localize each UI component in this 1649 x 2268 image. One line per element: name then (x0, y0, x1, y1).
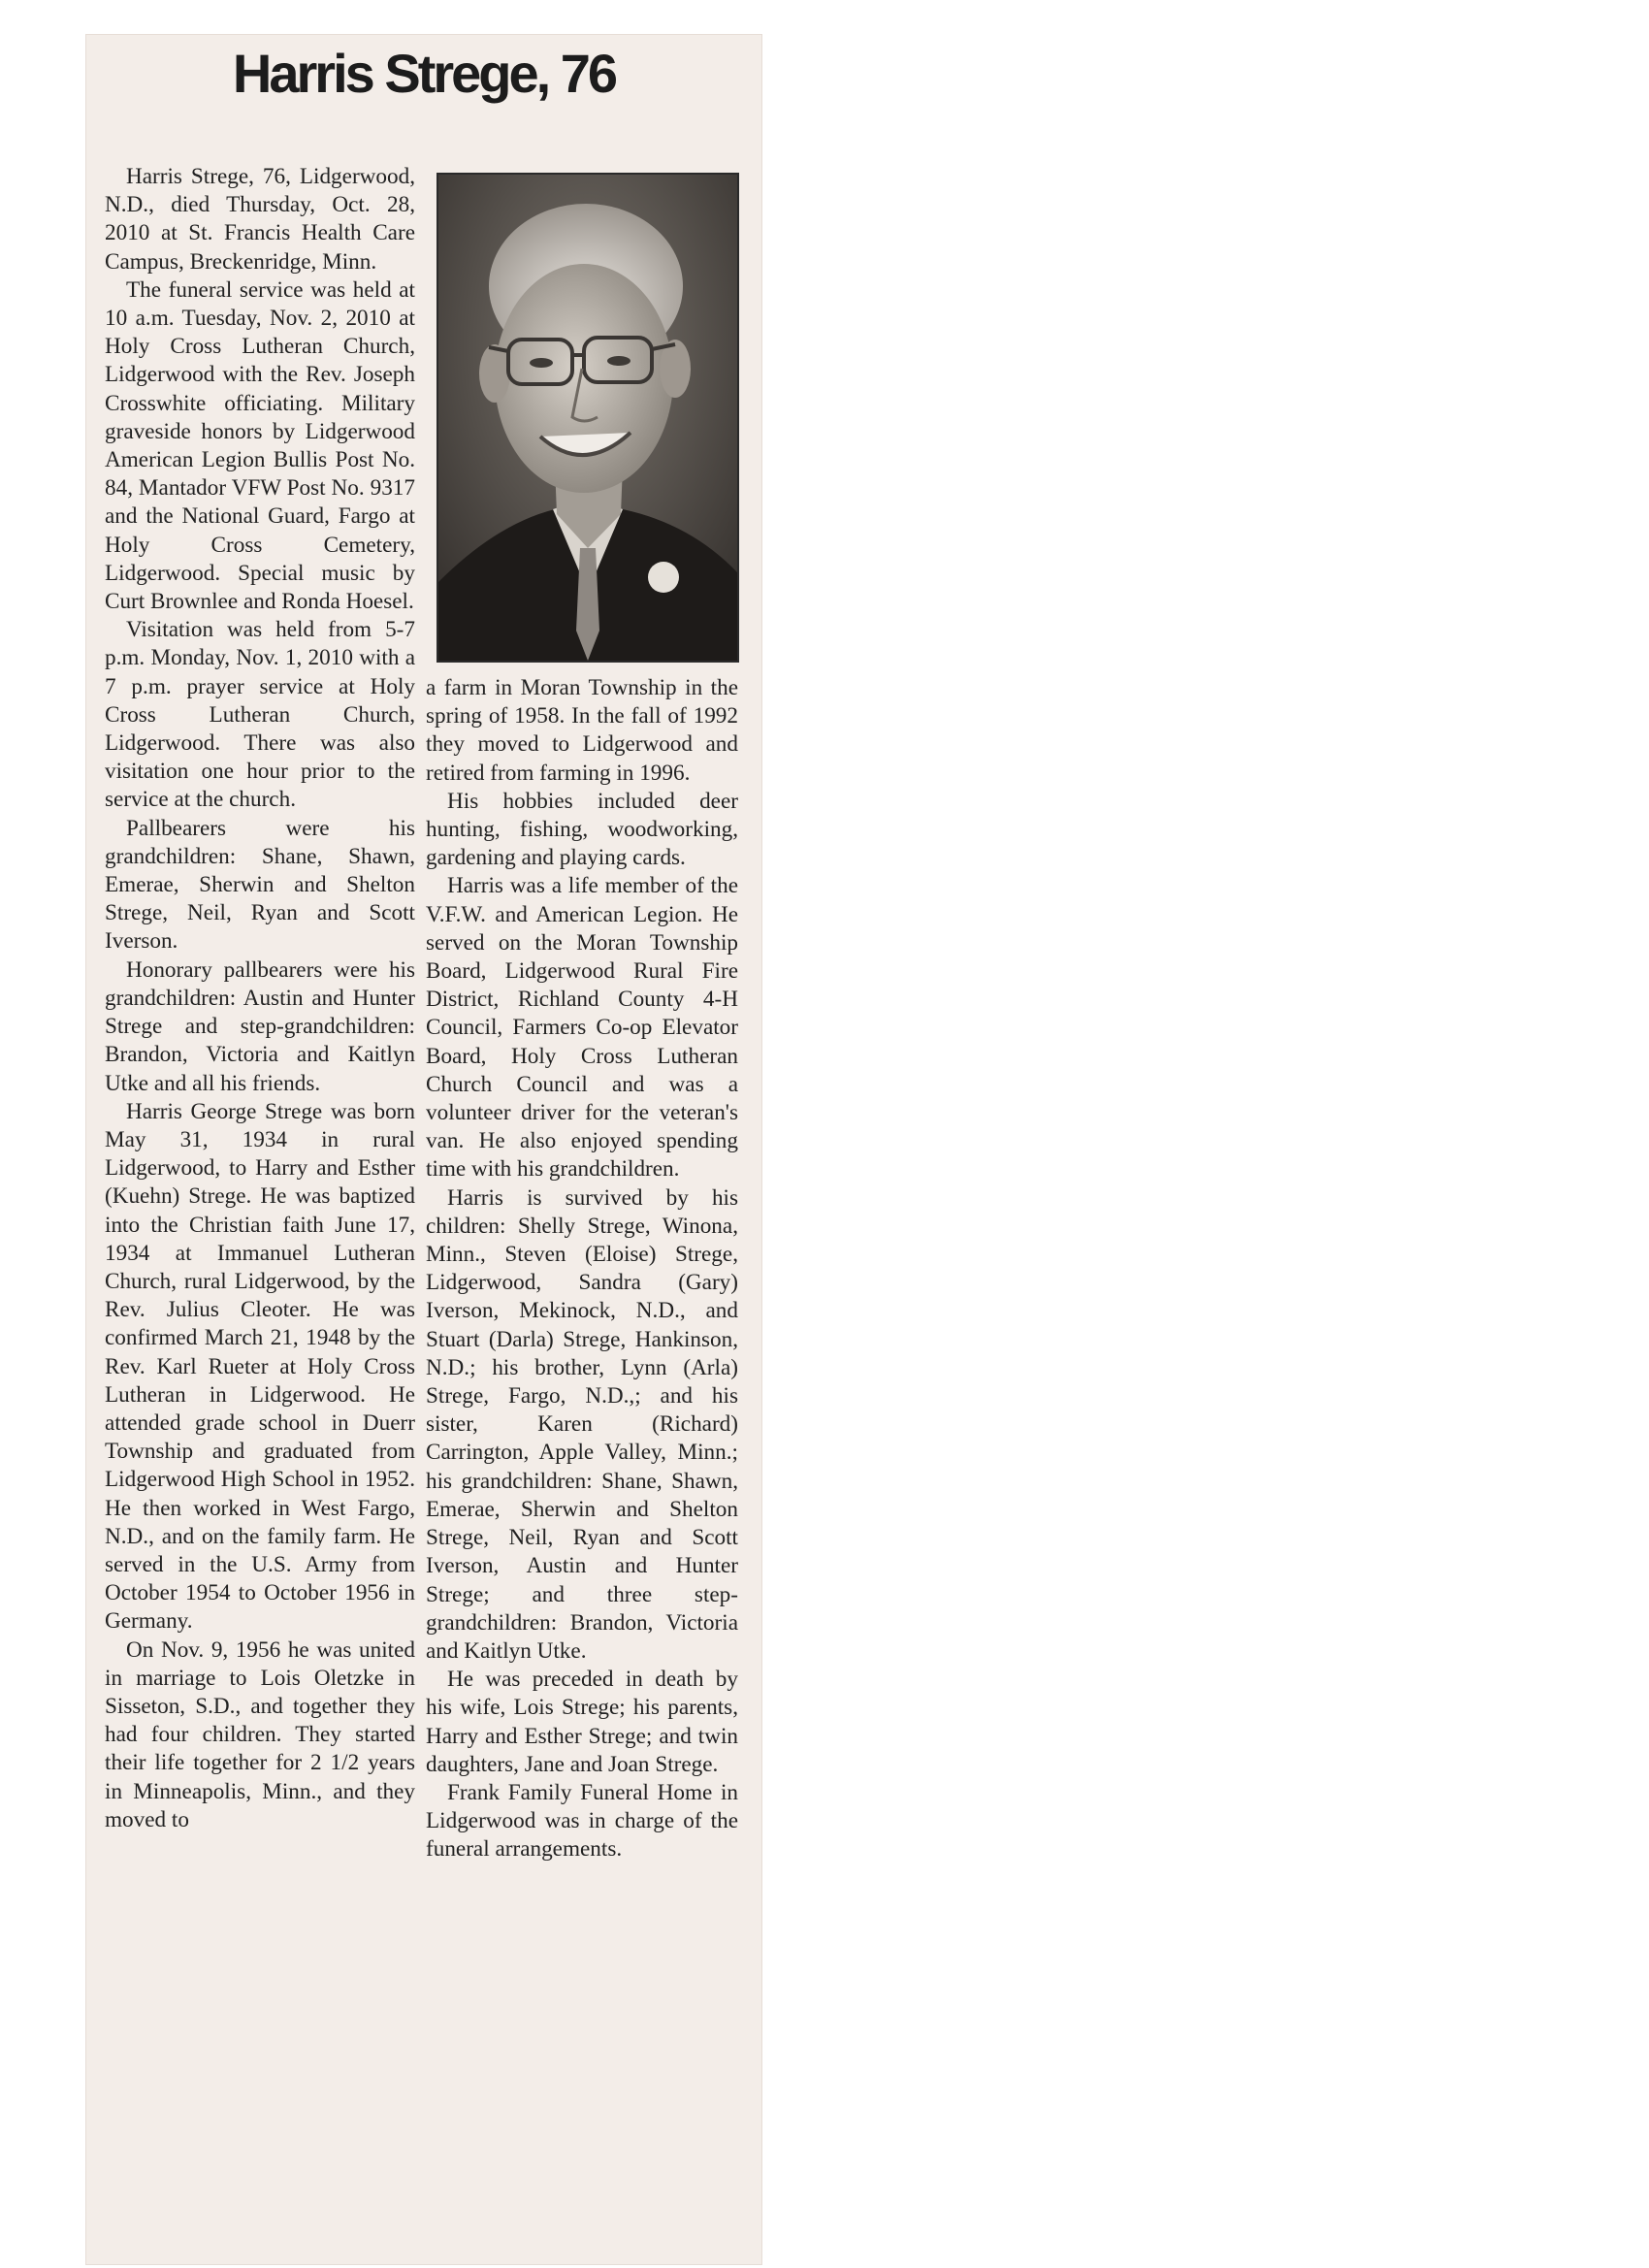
paragraph: Harris George Strege was born May 31, 1934 in rural Lidgerwood, to Harry and Esther (Kuehn) Strege. He was baptized into the Christian faith June 17, 1934 at Immanuel Lutheran Church, rural Lidgerwood, by the Rev. Julius Cleoter. He was confirmed March 21, 1948 by the Rev. Karl Rueter at Holy Cross Lutheran in Lidgerwood. He attended grade school in Duerr Township and graduated from Lidgerwood High School in 1952. He then worked in West Fargo, N.D., and on the family farm. He served in the U.S. Army from October 1954 to October 1956 in Germany. (105, 1098, 415, 1635)
paragraph: Harris Strege, 76, Lidgerwood, N.D., died Thursday, Oct. 28, 2010 at St. Francis Health Care Campus, Breckenridge, Minn. (105, 164, 415, 275)
obituary-headline: Harris Strege, 76 (232, 43, 616, 104)
article-column-left (105, 163, 415, 1834)
newspaper-clipping (85, 34, 762, 2265)
paragraph: Pallbearers were his grandchildren: Shane, Shawn, Emerae, Sherwin and Shelton Strege, Neil, Ryan and Scott Iverson. (105, 815, 415, 955)
portrait-photo (436, 173, 739, 663)
paragraph: Harris is survived by his children: Shelly Strege, Winona, Minn., Steven (Eloise) Strege, Lidgerwood, Sandra (Gary) Iverson, Mekinock, N.D., and Stuart (Darla) Strege, Hankinson, N.D.; his brother, Lynn (Arla) Strege, Fargo, N.D.,; and his sister, Karen (Richard) Carrington, Apple Valley, Minn.; his grandchildren: Shane, Shawn, Emerae, Sherwin and Shelton Strege, Neil, Ryan and Scott Iverson, Austin and Hunter Strege; and three step-grandchildren: Brandon, Victoria and Kaitlyn Utke. (426, 1184, 738, 1664)
paragraph: Visitation was held from 5-7 p.m. Monday, Nov. 1, 2010 with a 7 p.m. prayer service at Holy Cross Lutheran Church, Lidgerwood. There was also visitation one hour prior to the service at the church. (105, 617, 415, 813)
paragraph: Frank Family Funeral Home in Lidgerwood was in charge of the funeral arrangements. (426, 1779, 738, 1863)
paragraph: a farm in Moran Township in the spring of 1958. In the fall of 1992 they moved to Lidgerwood and retired from farming in 1996. (426, 675, 738, 786)
paragraph: He was preceded in death by his wife, Lois Strege; his parents, Harry and Esther Strege; and twin daughters, Jane and Joan Strege. (426, 1667, 738, 1777)
paragraph: His hobbies included deer hunting, fishing, woodworking, gardening and playing cards. (426, 788, 738, 871)
paragraph: Honorary pallbearers were his grandchildren: Austin and Hunter Strege and step-grandchildren: Brandon, Victoria and Kaitlyn Utke and all his friends. (105, 956, 415, 1096)
paragraph: Harris was a life member of the V.F.W. and American Legion. He served on the Moran Township Board, Lidgerwood Rural Fire District, Richland County 4-H Council, Farmers Co-op Elevator Board, Holy Cross Lutheran Church Council and was a volunteer driver for the veteran's van. He also enjoyed spending time with his grandchildren. (426, 873, 738, 1183)
paragraph: The funeral service was held at 10 a.m. Tuesday, Nov. 2, 2010 at Holy Cross Lutheran Church, Lidgerwood with the Rev. Joseph Crosswhite officiating. Military graveside honors by Lidgerwood American Legion Bullis Post No. 84, Mantador VFW Post No. 9317 and the National Guard, Fargo at Holy Cross Cemetery, Lidgerwood. Special music by Curt Brownlee and Ronda Hoesel. (105, 276, 415, 615)
article-column-right (426, 674, 738, 1864)
paragraph: On Nov. 9, 1956 he was united in marriage to Lois Oletzke in Sisseton, S.D., and together they had four children. They started their life together for 2 1/2 years in Minneapolis, Minn., and they moved to (105, 1636, 415, 1832)
